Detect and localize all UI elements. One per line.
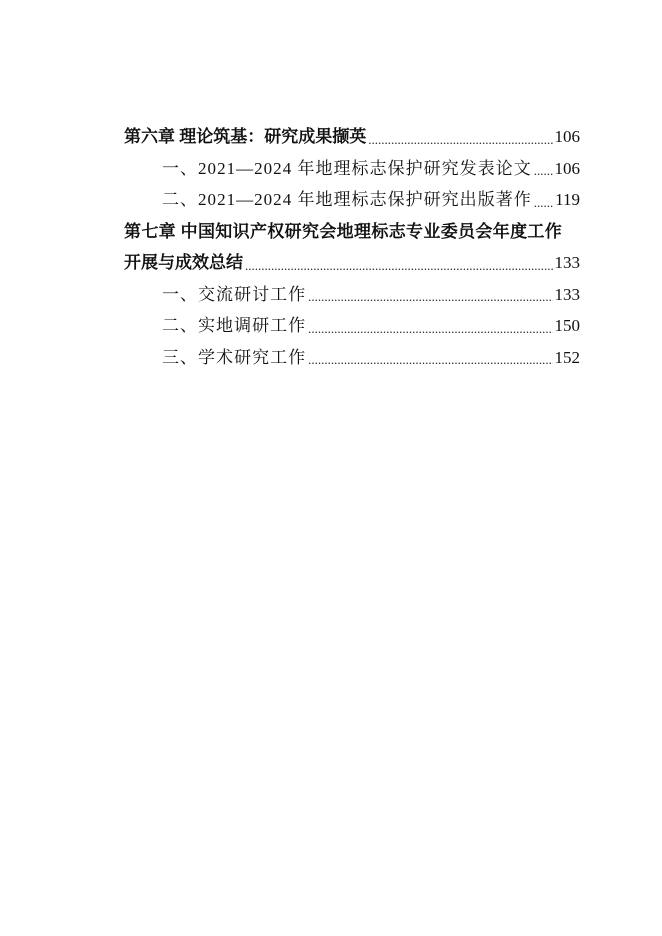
toc-entry-chapter-7[interactable] bbox=[124, 247, 580, 279]
table-of-contents bbox=[124, 121, 580, 373]
dot-leader bbox=[308, 316, 552, 342]
page-number: 150 bbox=[554, 316, 580, 335]
page-number: 106 bbox=[554, 127, 580, 146]
page-number: 133 bbox=[554, 253, 580, 272]
page-number: 106 bbox=[554, 158, 580, 178]
toc-entry-section[interactable] bbox=[124, 279, 580, 311]
section-title: 一、交流研讨工作 bbox=[162, 284, 307, 304]
dot-leader bbox=[534, 190, 553, 216]
chapter-title-line-1[interactable]: 第七章 中国知识产权研究会地理标志专业委员会年度工作 bbox=[124, 221, 563, 241]
section-title: 二、实地调研工作 bbox=[162, 316, 307, 335]
chapter-title: 第六章 理论筑基：研究成果撷英 bbox=[124, 127, 367, 146]
dot-leader bbox=[245, 253, 553, 279]
toc-entry-section[interactable] bbox=[124, 310, 580, 342]
toc-entry-section[interactable] bbox=[124, 153, 580, 185]
page-number: 133 bbox=[554, 284, 580, 304]
page-number: 119 bbox=[555, 190, 580, 209]
chapter-title-line-2: 开展与成效总结 bbox=[124, 253, 243, 272]
toc-entry-section[interactable] bbox=[124, 342, 580, 374]
page-number: 152 bbox=[554, 347, 580, 367]
dot-leader bbox=[534, 158, 553, 184]
dot-leader bbox=[368, 127, 552, 153]
toc-entry-chapter-6[interactable] bbox=[124, 121, 580, 153]
section-title: 二、2021—2024 年地理标志保护研究出版著作 bbox=[162, 190, 532, 209]
toc-entry-section[interactable] bbox=[124, 184, 580, 216]
dot-leader bbox=[308, 347, 552, 373]
dot-leader bbox=[308, 284, 552, 310]
section-title: 一、2021—2024 年地理标志保护研究发表论文 bbox=[162, 158, 532, 178]
section-title: 三、学术研究工作 bbox=[162, 347, 307, 367]
